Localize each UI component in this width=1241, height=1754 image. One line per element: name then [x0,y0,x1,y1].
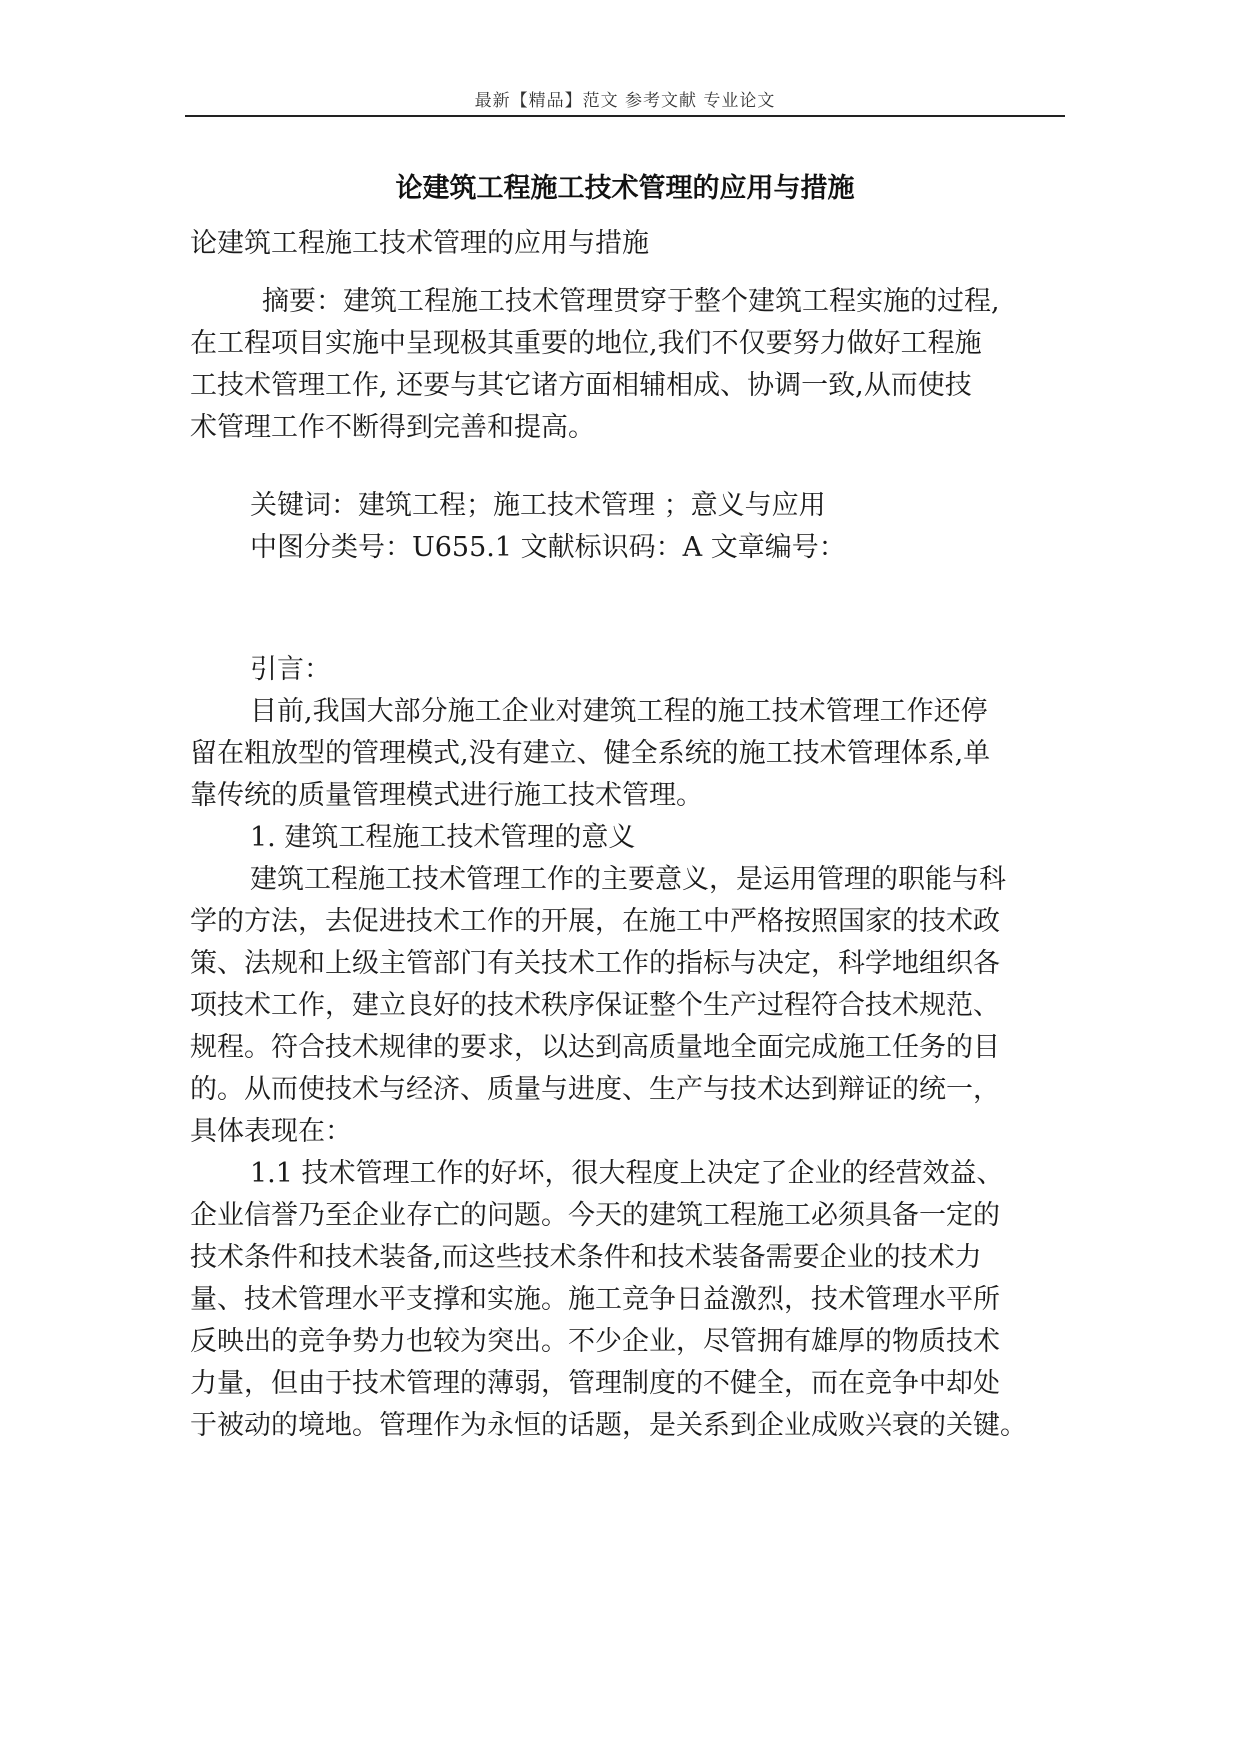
section-line: 建筑工程施工技术管理工作的主要意义，是运用管理的职能与科 [250,864,1006,895]
intro-line: 留在粗放型的管理模式,没有建立、健全系统的施工技术管理体系,单 [190,738,991,769]
subsection-line: 于被动的境地。管理作为永恒的话题，是关系到企业成败兴衰的关键。 [190,1410,1027,1441]
section-heading: 1. 建筑工程施工技术管理的意义 [250,822,636,853]
section-line: 的。从而使技术与经济、质量与进度、生产与技术达到辩证的统一， [190,1074,1000,1105]
subsection-line: 1.1 技术管理工作的好坏，很大程度上决定了企业的经营效益、 [250,1158,1004,1189]
header-divider [185,115,1065,117]
section-line: 具体表现在： [190,1116,352,1147]
document-subtitle: 论建筑工程施工技术管理的应用与措施 [190,228,649,259]
subsection-line: 量、技术管理水平支撑和实施。施工竞争日益激烈，技术管理水平所 [190,1284,1000,1315]
subsection-line: 力量，但由于技术管理的薄弱，管理制度的不健全，而在竞争中却处 [190,1368,1000,1399]
keywords-line: 关键词：建筑工程；施工技术管理 ；意义与应用 [250,490,826,521]
intro-heading: 引言： [250,654,331,685]
abstract-line: 术管理工作不断得到完善和提高。 [190,412,595,443]
classification-line: 中图分类号：U655.1 文献标识码：A 文章编号： [250,532,846,563]
section-line: 项技术工作，建立良好的技术秩序保证整个生产过程符合技术规范、 [190,990,1000,1021]
subsection-line: 反映出的竞争势力也较为突出。不少企业，尽管拥有雄厚的物质技术 [190,1326,1000,1357]
document-title: 论建筑工程施工技术管理的应用与措施 [395,173,855,204]
intro-line: 目前,我国大部分施工企业对建筑工程的施工技术管理工作还停 [250,696,988,727]
page-header: 最新【精品】范文 参考文献 专业论文 [474,91,776,111]
intro-line: 靠传统的质量管理模式进行施工技术管理。 [190,780,703,811]
section-line: 规程。符合技术规律的要求，以达到高质量地全面完成施工任务的目 [190,1032,1000,1063]
abstract-line: 在工程项目实施中呈现极其重要的地位,我们不仅要努力做好工程施 [190,328,982,359]
abstract-line: 摘要：建筑工程施工技术管理贯穿于整个建筑工程实施的过程, [262,286,1000,317]
subsection-line: 企业信誉乃至企业存亡的问题。今天的建筑工程施工必须具备一定的 [190,1200,1000,1231]
section-line: 学的方法，去促进技术工作的开展，在施工中严格按照国家的技术政 [190,906,1000,937]
abstract-line: 工技术管理工作, 还要与其它诸方面相辅相成、协调一致,从而使技 [190,370,972,401]
section-line: 策、法规和上级主管部门有关技术工作的指标与决定，科学地组织各 [190,948,1000,979]
subsection-line: 技术条件和技术装备,而这些技术条件和技术装备需要企业的技术力 [190,1242,982,1273]
